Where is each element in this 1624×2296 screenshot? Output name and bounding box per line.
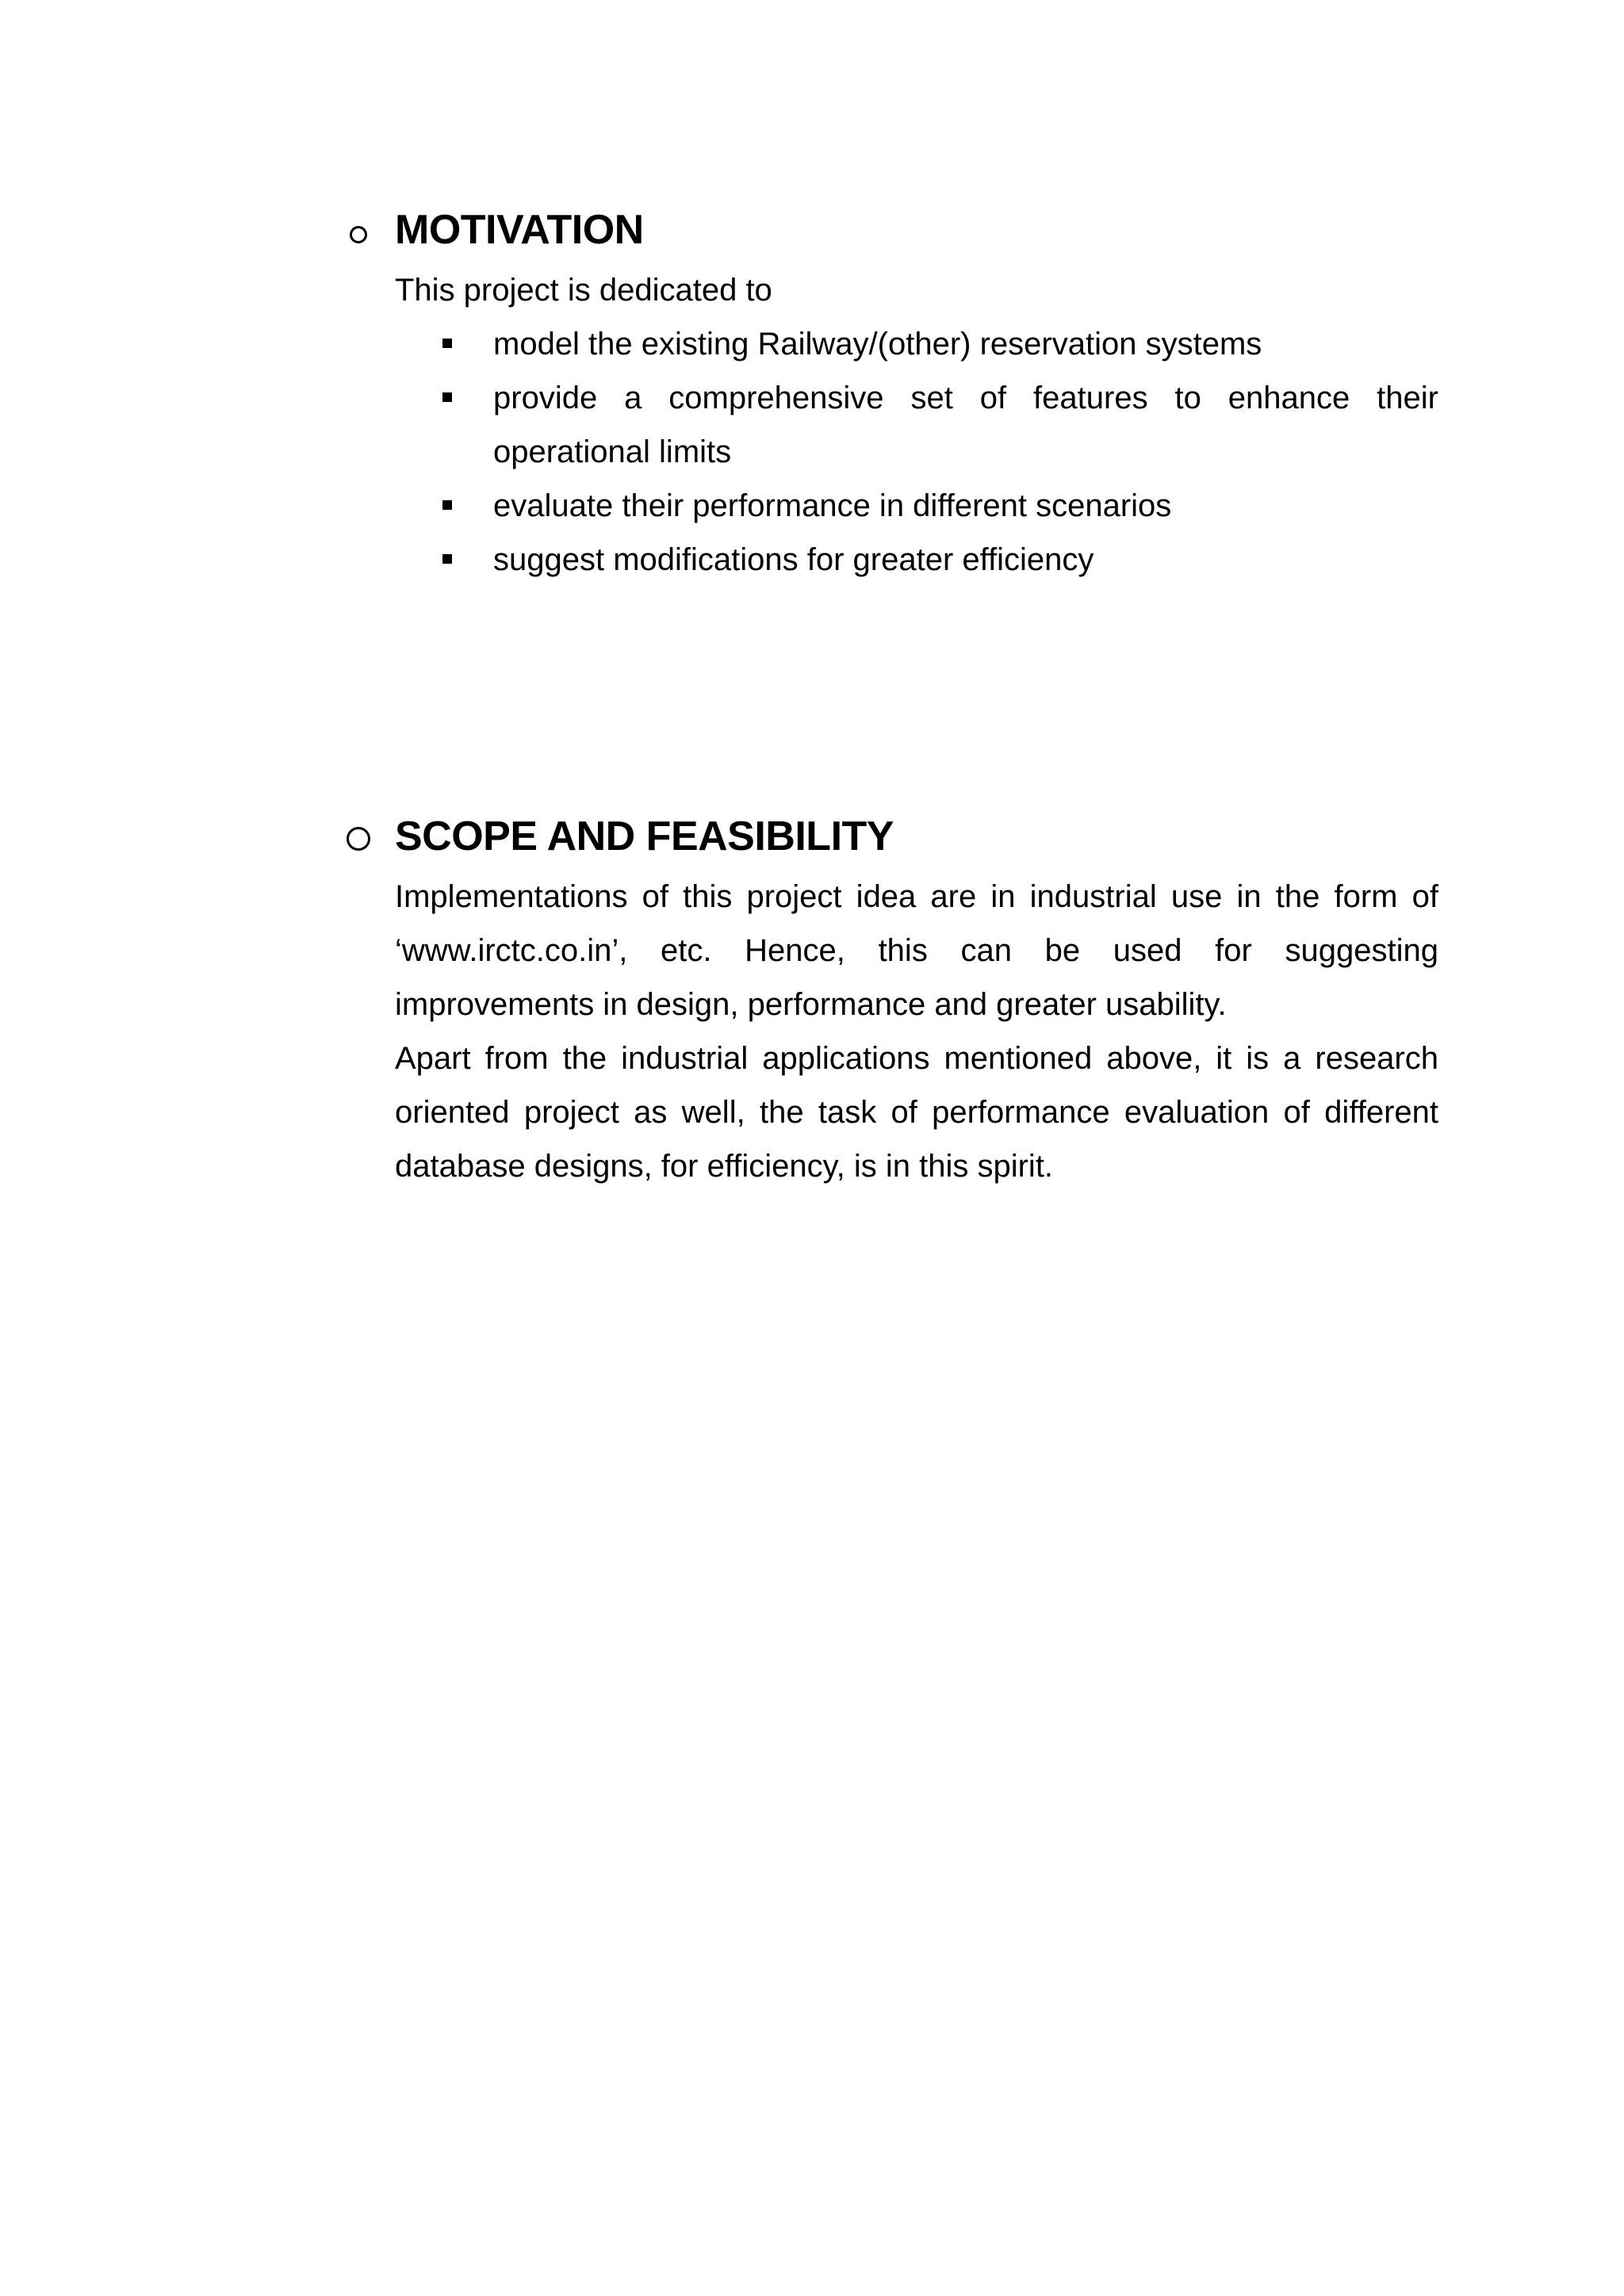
- motivation-heading-row: [343, 197, 1438, 263]
- scope-section: [343, 803, 1438, 1193]
- scope-paragraph-2: Apart from the industrial applications mentioned above, it is a research oriented project as well, the task of performance evaluation of different database designs, for efficiency, is in this spirit.: [395, 1041, 1438, 1184]
- list-item-text: provide a comprehensive set of features to enhance their operational limits: [493, 381, 1438, 469]
- square-bullet-icon: [442, 554, 452, 564]
- motivation-bullet-list: [395, 317, 1438, 587]
- square-bullet-icon: [442, 500, 452, 510]
- scope-heading: SCOPE AND FEASIBILITY: [395, 813, 894, 859]
- square-bullet-icon: [442, 392, 452, 402]
- scope-paragraph-1: Implementations of this project idea are in industrial use in the form of ‘www.irctc.co.in’, etc. Hence, this can be used for suggesting improvements in design, performance and greater usability.: [395, 879, 1438, 1022]
- scope-body: [395, 870, 1438, 1193]
- motivation-body: [395, 263, 1438, 587]
- list-item: [395, 479, 1438, 533]
- hollow-circle-bullet-icon: [343, 803, 374, 870]
- list-item-text: suggest modifications for greater efficiency: [493, 542, 1094, 577]
- motivation-intro: This project is dedicated to: [395, 273, 772, 308]
- list-item: [395, 371, 1438, 479]
- list-item: [395, 533, 1438, 587]
- motivation-heading: MOTIVATION: [395, 207, 644, 253]
- list-item-text: evaluate their performance in different scenarios: [493, 488, 1172, 523]
- hollow-circle-bullet-icon: [343, 197, 374, 263]
- motivation-section: [343, 197, 1438, 587]
- list-item: [395, 317, 1438, 371]
- scope-heading-row: [343, 803, 1438, 870]
- list-item-text: model the existing Railway/(other) reservation systems: [493, 327, 1262, 362]
- square-bullet-icon: [442, 339, 452, 348]
